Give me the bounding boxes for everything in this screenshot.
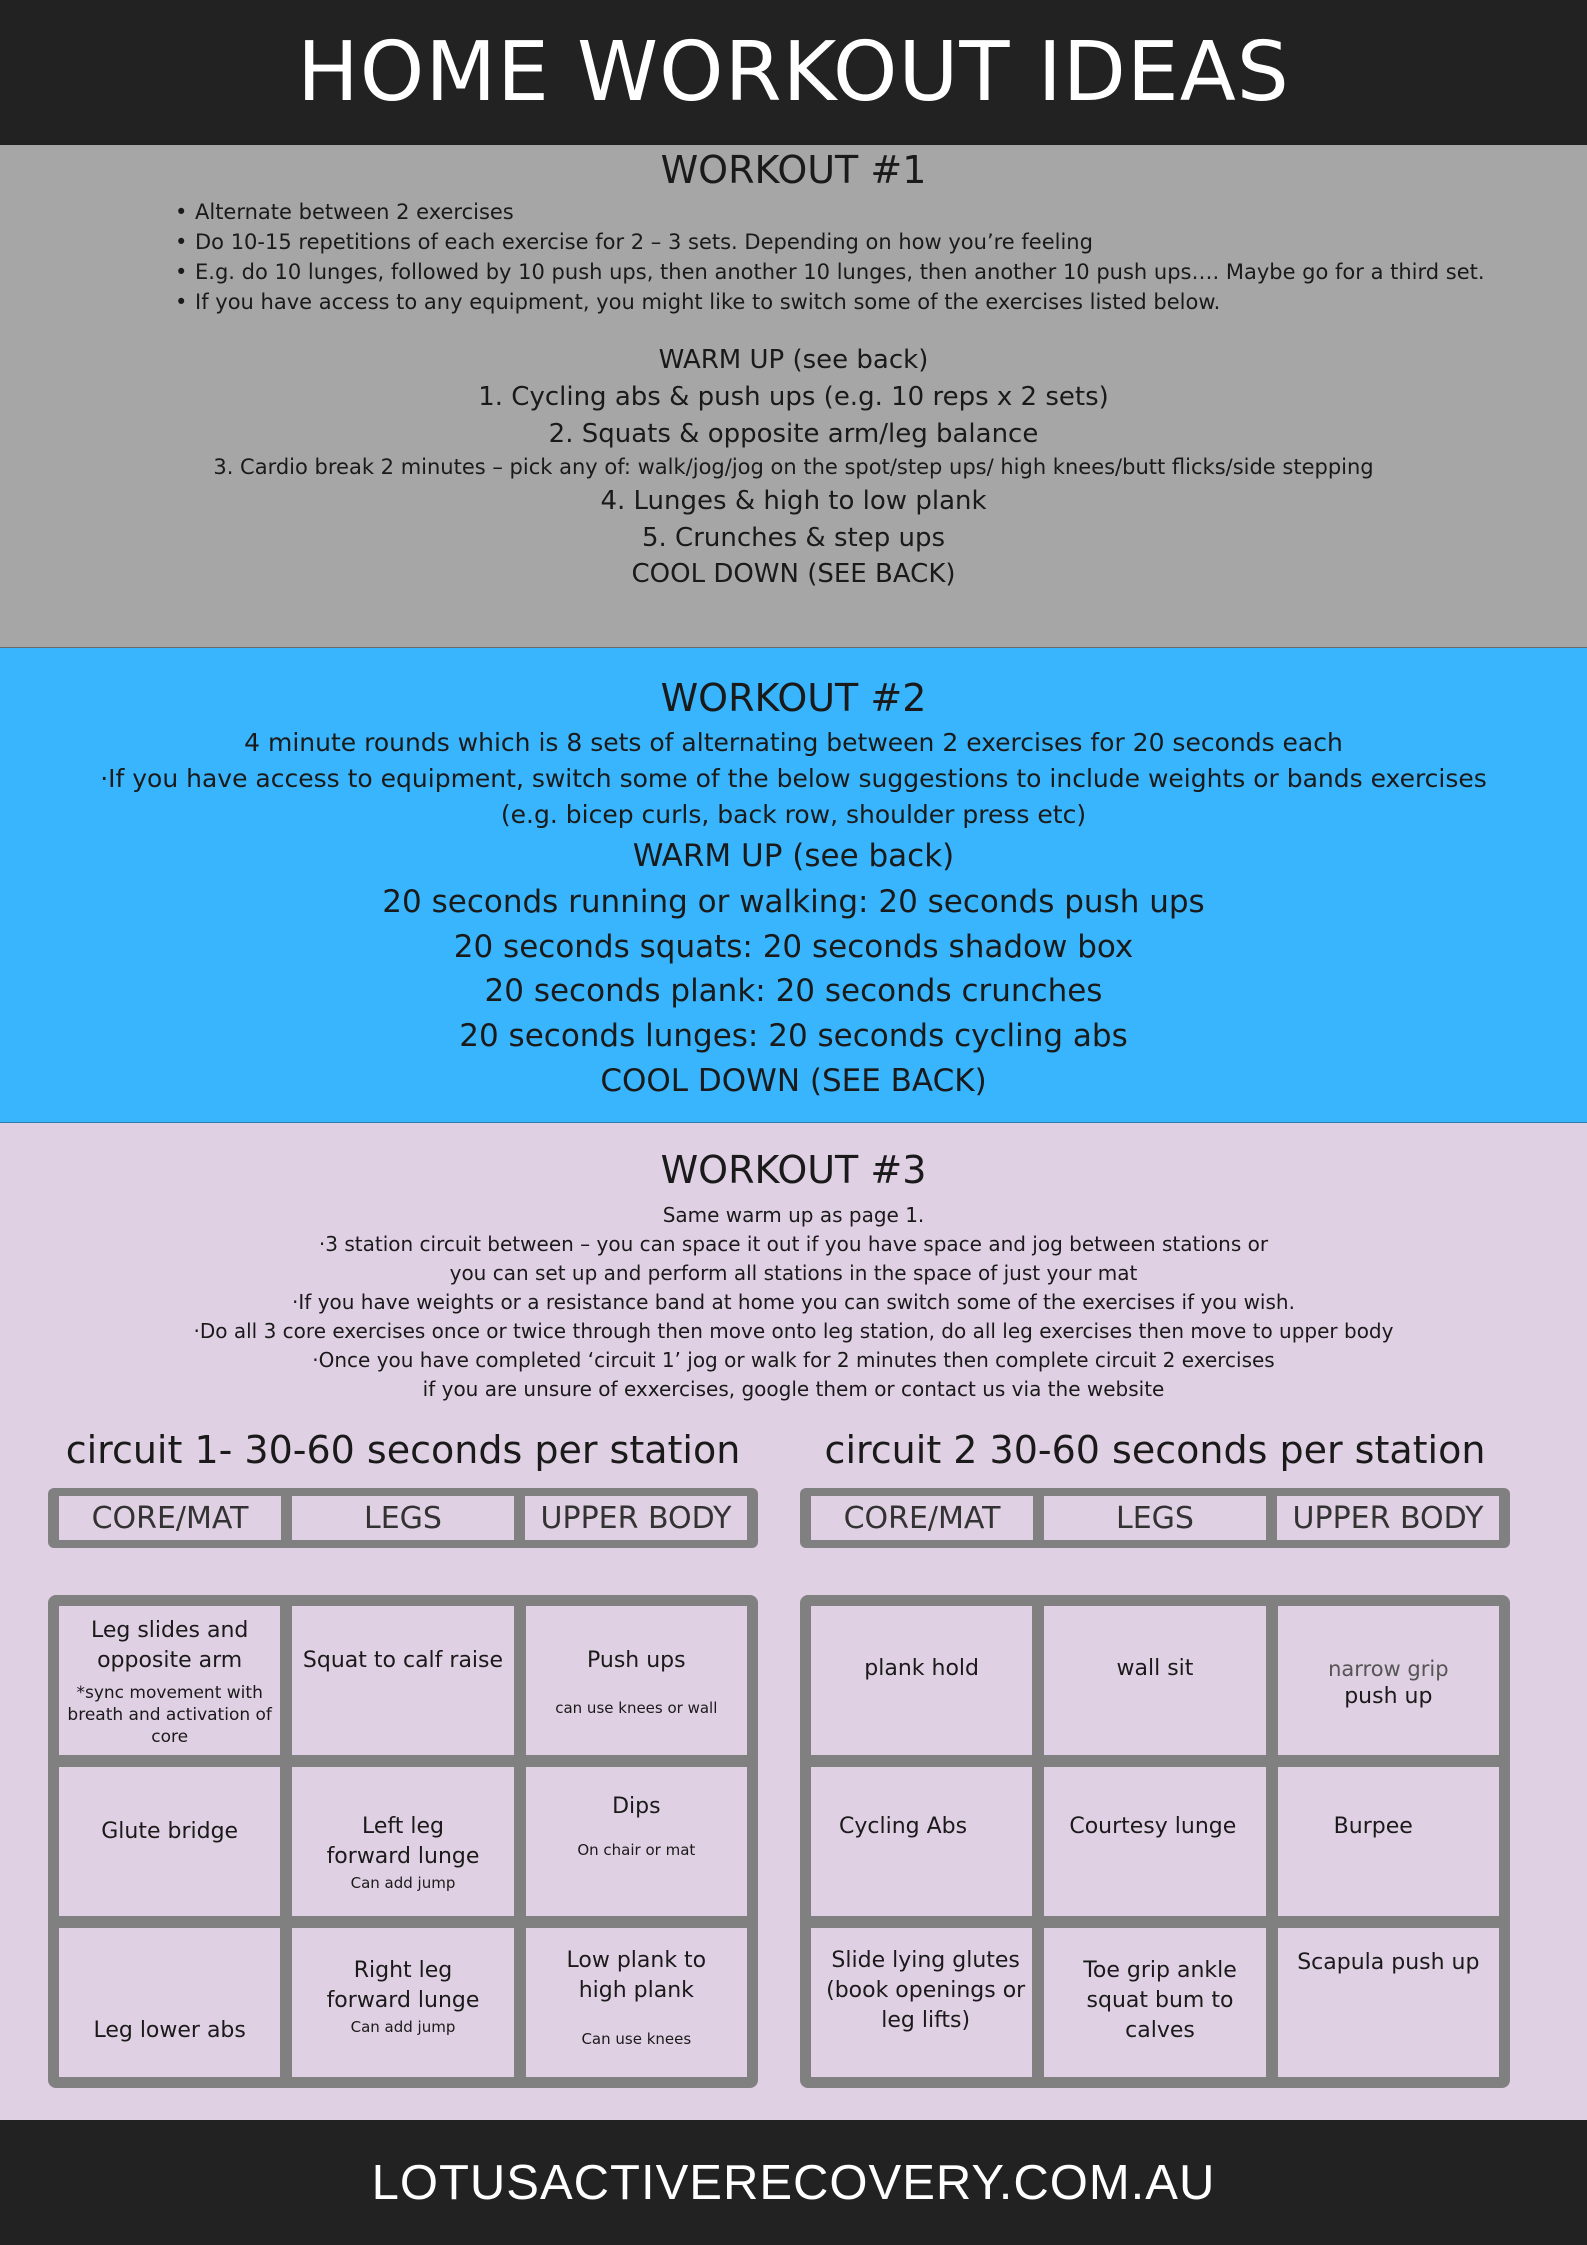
workout-3-note: ·If you have weights or a resistance band at home you can switch some of the exercises if you wish. (292, 1290, 1295, 1314)
station-name: Push ups (587, 1648, 686, 1673)
station-note: On chair or mat (577, 1841, 696, 1859)
workout-1-title: WORKOUT #1 (660, 148, 927, 192)
page-title: HOME WORKOUT IDEAS (297, 25, 1290, 120)
station-cell (811, 1767, 1032, 1916)
station-cell (1278, 1767, 1499, 1916)
station-cell (526, 1767, 747, 1916)
workout-2-exercise: 20 seconds lunges: 20 seconds cycling abs (459, 1018, 1128, 1054)
column-header: UPPER BODY (525, 1496, 747, 1540)
station-note: Can add jump (350, 2018, 456, 2036)
column-header: LEGS (292, 1496, 514, 1540)
workout-2-intro: ·If you have access to equipment, switch some of the below suggestions to include weights or bands exercises (100, 764, 1487, 793)
workout-1-step: 2. Squats & opposite arm/leg balance (548, 419, 1039, 449)
workout-2-exercise: 20 seconds squats: 20 seconds shadow box (453, 929, 1134, 965)
list-item: • If you have access to any equipment, you might like to switch some of the exercises listed below. (175, 287, 1485, 317)
station-name: Low plank to high plank (566, 1948, 707, 2003)
station-cell (1278, 1606, 1499, 1755)
station-name: Scapula push up (1297, 1950, 1480, 1975)
workout-2-title: WORKOUT #2 (660, 676, 927, 720)
station-cell (292, 1928, 513, 2077)
workout-2-intro: (e.g. bicep curls, back row, shoulder press etc) (500, 800, 1087, 829)
station-cell (59, 1767, 280, 1916)
station-cell (1044, 1767, 1265, 1916)
website-link[interactable]: LOTUSACTIVERECOVERY.COM.AU (371, 2155, 1216, 2210)
station-name: Leg lower abs (93, 2018, 246, 2043)
station-note: Can add jump (350, 1874, 456, 1892)
workout-3-note: you can set up and perform all stations in the space of just your mat (449, 1261, 1138, 1285)
station-cell (526, 1606, 747, 1755)
circuit-1-header-row (48, 1488, 758, 1548)
page-header (0, 0, 1587, 145)
station-name: narrow grip (1328, 1657, 1449, 1681)
workout-1-step: 4. Lunges & high to low plank (600, 486, 987, 516)
workout-1-step: 5. Crunches & step ups (641, 523, 946, 553)
workout-3-title: WORKOUT #3 (660, 1148, 927, 1192)
workout-1-bullet-list (175, 197, 1485, 317)
station-name: Burpee (1333, 1814, 1413, 1839)
workout-2-warm-up: WARM UP (see back) (632, 838, 955, 874)
page-footer (0, 2120, 1587, 2245)
workout-2-exercise: 20 seconds running or walking: 20 seconds push ups (382, 884, 1205, 920)
circuit-2-grid (800, 1595, 1510, 2088)
column-header: CORE/MAT (59, 1496, 281, 1540)
workout-2-intro: 4 minute rounds which is 8 sets of alternating between 2 exercises for 20 seconds each (244, 728, 1343, 757)
station-cell (59, 1928, 280, 2077)
station-name: Toe grip ankle squat bum to calves (1083, 1958, 1237, 2043)
station-note: can use knees or wall (555, 1699, 718, 1717)
column-header: CORE/MAT (811, 1496, 1033, 1540)
station-name: Leg slides and opposite arm (90, 1618, 249, 1673)
circuit-1-grid (48, 1595, 758, 2088)
workout-3-note: if you are unsure of exxercises, google them or contact us via the website (422, 1377, 1165, 1401)
list-item: • Do 10-15 repetitions of each exercise for 2 – 3 sets. Depending on how you’re feeling (175, 227, 1485, 257)
workout-1-cool-down: COOL DOWN (SEE BACK) (631, 559, 956, 589)
station-cell (1278, 1928, 1499, 2077)
list-item: • E.g. do 10 lunges, followed by 10 push ups, then another 10 lunges, then another 10 push ups…. Maybe go for a third set. (175, 257, 1485, 287)
station-name: Cycling Abs (839, 1814, 968, 1839)
column-header: LEGS (1044, 1496, 1266, 1540)
station-name: Slide lying glutes (book openings or leg lifts) (826, 1948, 1026, 2033)
station-name: Glute bridge (101, 1819, 239, 1844)
station-cell (811, 1928, 1032, 2077)
workout-2-section (0, 648, 1587, 1123)
column-header: UPPER BODY (1277, 1496, 1499, 1540)
station-name: Dips (612, 1794, 661, 1819)
station-cell (59, 1606, 280, 1755)
workout-3-note: Same warm up as page 1. (662, 1203, 925, 1227)
station-name: Squat to calf raise (302, 1648, 504, 1673)
list-item: • Alternate between 2 exercises (175, 197, 1485, 227)
station-name-continued: push up (1344, 1684, 1433, 1709)
circuit-2-title: circuit 2 30-60 seconds per station (824, 1428, 1486, 1472)
station-cell (1044, 1928, 1265, 2077)
station-cell (526, 1928, 747, 2077)
circuit-2-header-row (800, 1488, 1510, 1548)
station-cell (811, 1606, 1032, 1755)
workout-3-note: ·Do all 3 core exercises once or twice through then move onto leg station, do all leg exercises then move to upper body (193, 1319, 1394, 1343)
station-cell (1044, 1606, 1265, 1755)
workout-2-cool-down: COOL DOWN (SEE BACK) (600, 1063, 987, 1099)
station-note: Can use knees (581, 2030, 692, 2048)
workout-1-section (0, 145, 1587, 648)
workout-1-warm-up: WARM UP (see back) (658, 345, 929, 375)
station-name: Left leg forward lunge (326, 1814, 480, 1869)
workout-1-step: 3. Cardio break 2 minutes – pick any of: walk/jog/jog on the spot/step ups/ high knees/butt flicks/side stepping (213, 455, 1374, 479)
circuit-1-title: circuit 1- 30-60 seconds per station (65, 1428, 741, 1472)
station-name: wall sit (1116, 1656, 1194, 1681)
workout-2-exercise: 20 seconds plank: 20 seconds crunches (484, 973, 1103, 1009)
workout-3-note: ·3 station circuit between – you can space it out if you have space and jog between stations or (318, 1232, 1269, 1256)
station-cell (292, 1606, 513, 1755)
station-cell (292, 1767, 513, 1916)
workout-3-note: ·Once you have completed ‘circuit 1’ jog or walk for 2 minutes then complete circuit 2 exercises (312, 1348, 1275, 1372)
workout-1-step: 1. Cycling abs & push ups (e.g. 10 reps x 2 sets) (478, 382, 1109, 412)
station-name: Courtesy lunge (1069, 1814, 1237, 1839)
station-name: Right leg forward lunge (326, 1958, 480, 2013)
workout-3-section (0, 1123, 1587, 2120)
station-name: plank hold (864, 1656, 980, 1681)
station-note: *sync movement with breath and activation of core (67, 1683, 272, 1747)
